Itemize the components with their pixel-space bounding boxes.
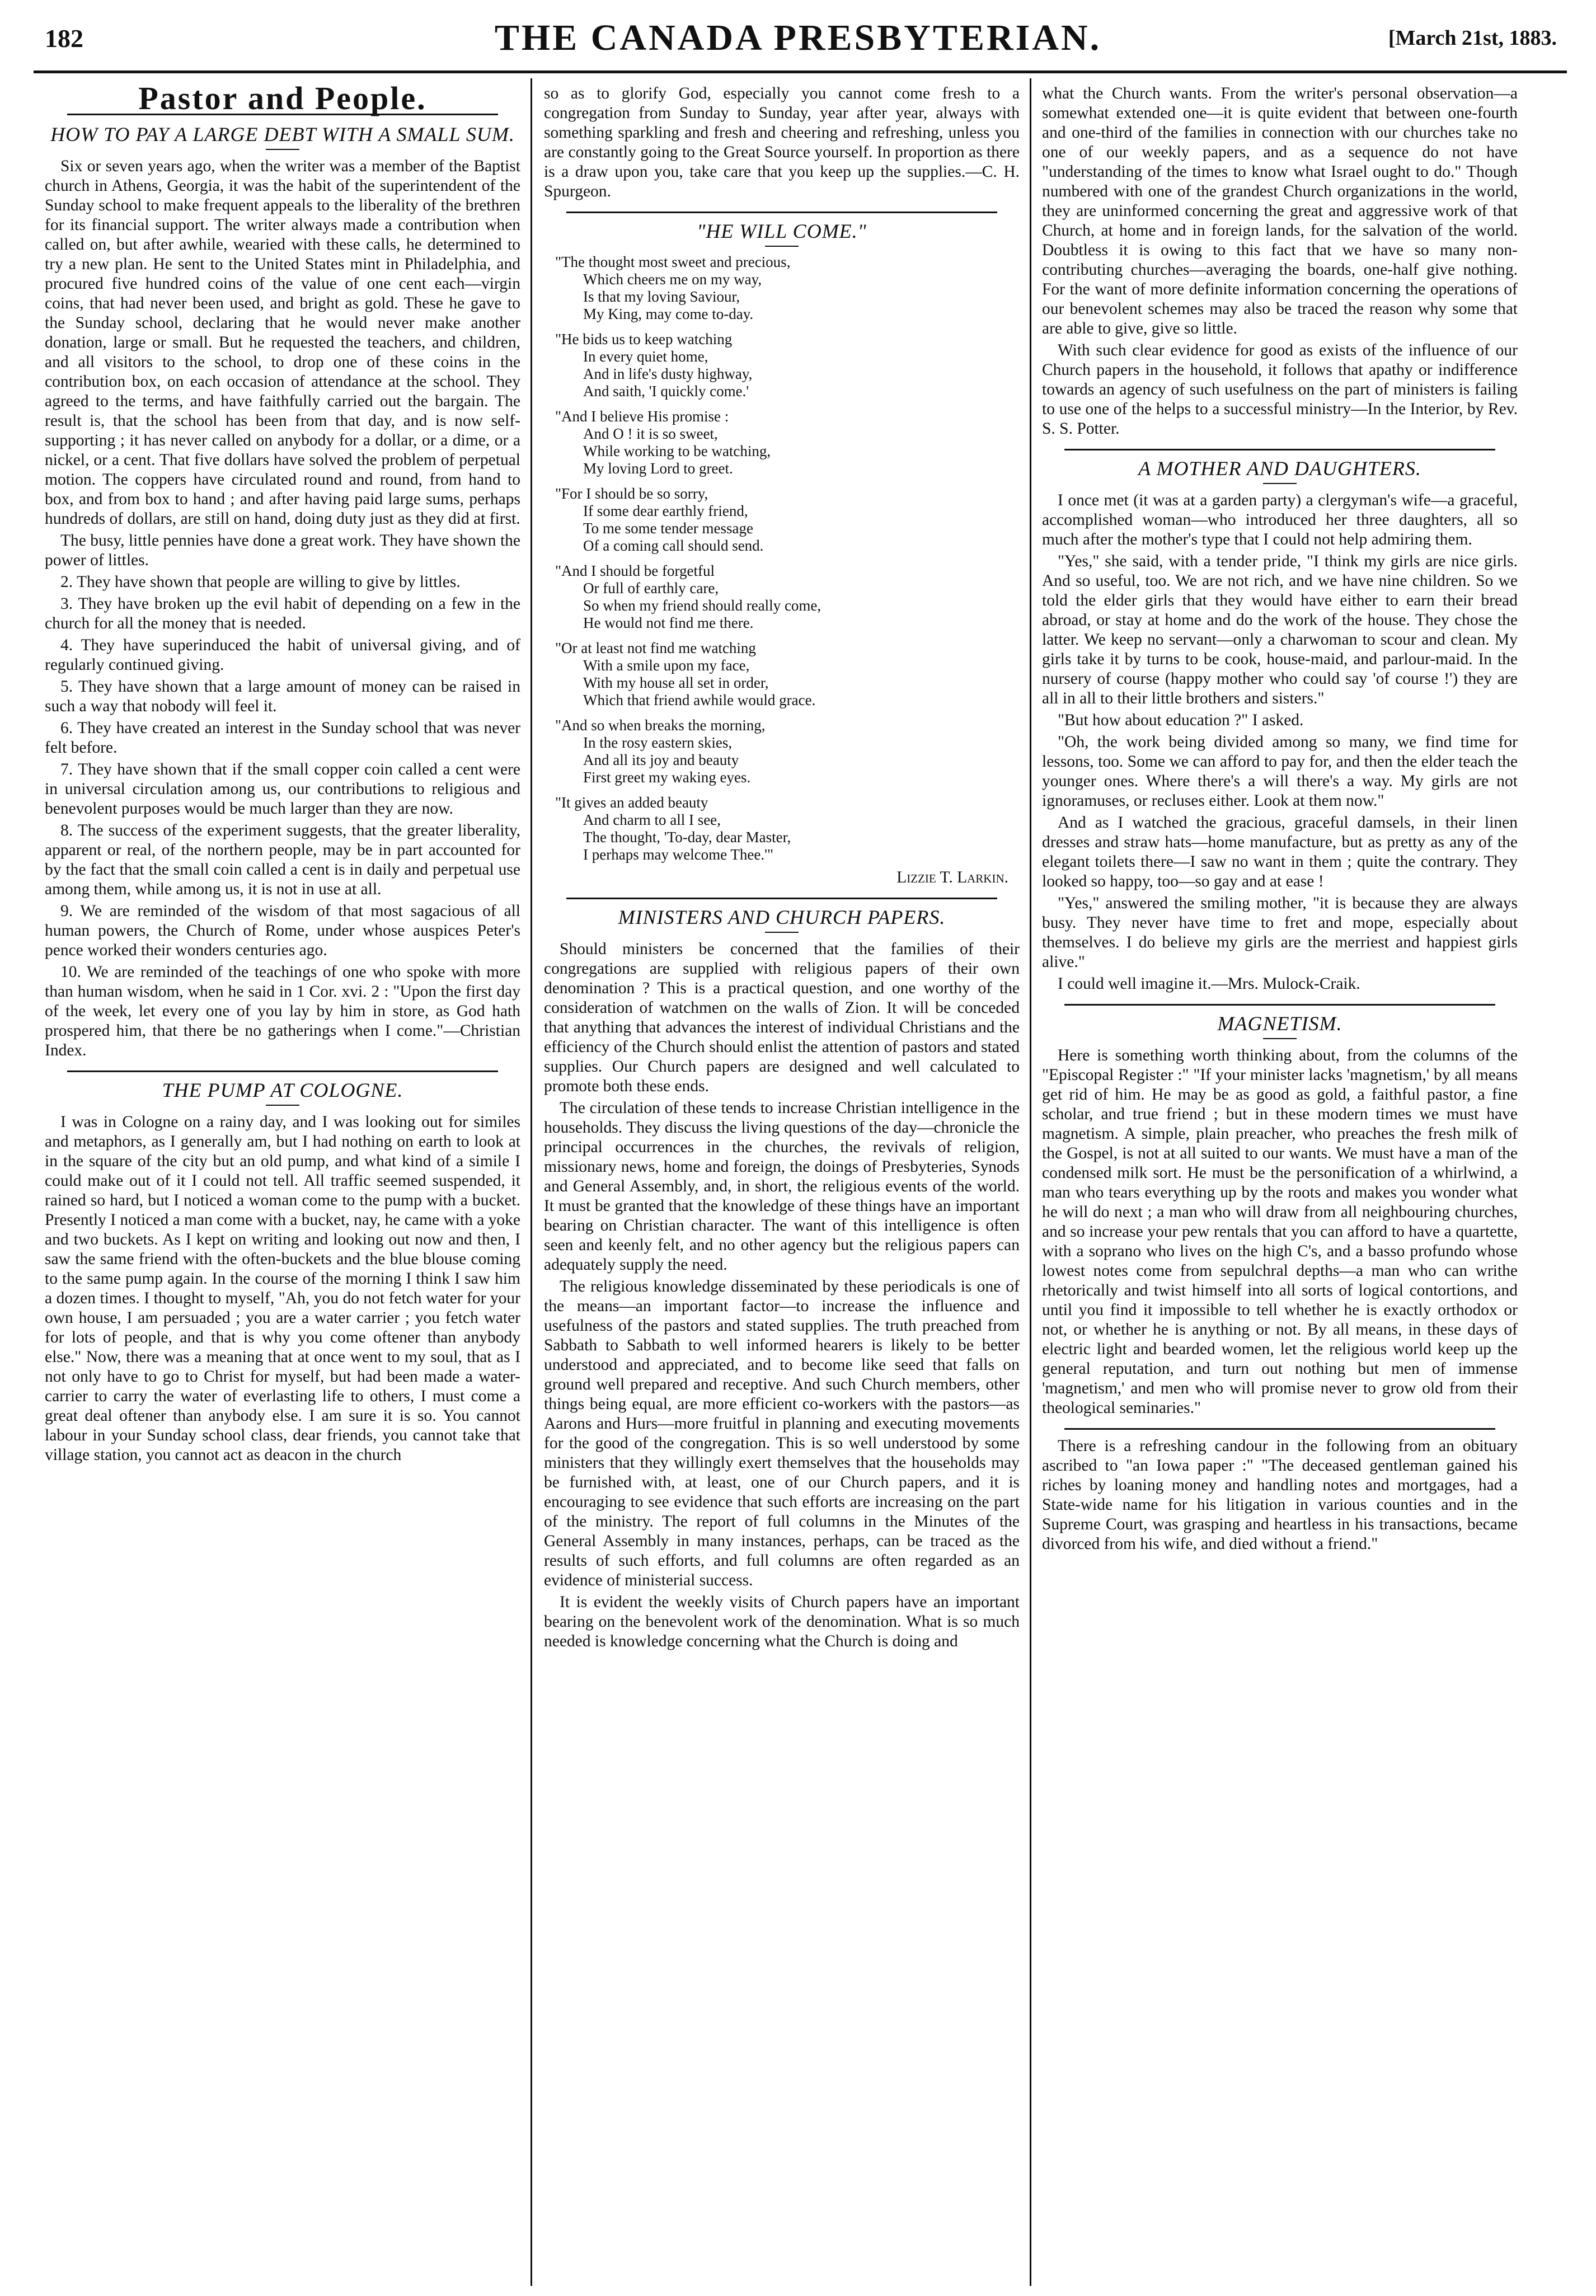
paragraph: The circulation of these tends to increase Christian intelligence in the households. They discuss the living questions of the day—chronicle the principal occurrences in the churches, the revivals of religion, missionary news, home and foreign, the doings of Presbyteries, Synods and General Assembly, and, in short, the religious events of the world. It must be granted that the knowledge of these things have an important bearing on Christian character. The want of this intelligence is often seen and keenly felt, and no other agency but the religious papers can adequately supply the need. xyxy=(544,1099,1020,1274)
paragraph: I once met (it was at a garden party) a clergyman's wife—a graceful, accomplished woman—who introduced her three daughters, all so much after the mother's type that I could not help admiring them. xyxy=(1042,491,1518,548)
poem-stanza xyxy=(555,485,1020,555)
poem-line: In the rosy eastern skies, xyxy=(583,734,733,751)
poem-line: "He bids us to keep watching xyxy=(555,331,733,348)
poem-stanza xyxy=(555,408,1020,477)
poem-line: And all its joy and beauty xyxy=(583,752,739,768)
poem xyxy=(544,253,1020,863)
poem-line: And in life's dusty highway, xyxy=(583,365,753,382)
title-rule xyxy=(765,932,799,933)
paragraph: Six or seven years ago, when the writer was a member of the Baptist church in Athens, Georgia, it was the habit of the superintendent of the Sunday school to make frequent appeals to the liberality of the brethren for its financial support. The writer always made a contribution when called on, but after awhile, wearied with these calls, he determined to try a new plan. He sent to the United States mint in Philadelphia, and procured five hundred coins of the value of one cent each—virgin coins, that had never been used, and bright as gold. These he gave to the Sunday school, declaring that he would never make another donation, large or small. But he requested the teachers, and children, and all visitors to the school, to drop one of these coins in the contribution box, on each occasion of attendance at the school. They agreed to the terms, and have faithfully carried out the bargain. The result is, that the school has been from that day, and is now self-supporting ; it has never called on anybody for a dollar, or a dime, or a nickel, or a cent. That five dollars have solved the problem of perpetual motion. The coppers have circulated round and round, from hand to box, and from box to hand ; and after having paid large sums, perhaps hundreds of dollars, are still on hand, doing duty just as they did at first. xyxy=(45,157,520,528)
title-rule xyxy=(266,149,299,150)
poem-line: While working to be watching, xyxy=(583,443,771,459)
paragraph: 6. They have created an interest in the Sunday school that was never felt before. xyxy=(45,719,520,757)
poem-line: "It gives an added beauty xyxy=(555,794,708,811)
article-body xyxy=(544,940,1020,1651)
paragraph: Should ministers be concerned that the families of their congregations are supplied with religious papers of their own denomination ? This is a practical question, and one worthy of the consideration of watchmen on the walls of Zion. It will be conceded that anything that advances the interest of individual Christians and the efficiency of the Church should enlist the attention of pastors and stated supplies. Our Church papers are designed and well calculated to promote both these ends. xyxy=(544,940,1020,1095)
paragraph: Here is something worth thinking about, from the columns of the "Episcopal Register :" "If your minister lacks 'magnetism,' by all means get rid of him. He may be as good as gold, a faithful pastor, a fine scholar, and true friend ; but in these modern times we must have magnetism. A simple, plain preacher, who preaches the fresh milk of the Gospel, is not at all suited to our wants. We must have a man of the condensed milk sort. He must be the personification of a whirlwind, a man who tears everything up by the roots and makes you wonder what he will do next ; a man who will draw from all neighbouring churches, and so increase your pew rentals that you can afford to have a quartette, with a soprano who lives on the high C's, and a basso profundo whose lowest notes come from sepulchral depths—a man who can writhe rhetorically and twist himself into all sorts of logical contortions, and until you find it impossible to tell whether he is exactly orthodox or not, or whether he is anything or not. By all means, in these days of electric light and bearded women, let the religious world keep up the general reputation, and turn out nothing but men of immense 'magnetism,' and men who will promise never to grow old from their theological seminaries." xyxy=(1042,1046,1518,1417)
continued-paragraph: so as to glorify God, especially you cannot come fresh to a congregation from Sunday to Sunday, year after year, always with something sparkling and fresh and cheering and refreshing, unless you are constantly going to the Great Source yourself. In proportion as there is a draw upon you, take care that you keep up the supplies.—C. H. Spurgeon. xyxy=(544,84,1020,200)
paragraph: I was in Cologne on a rainy day, and I was looking out for similes and metaphors, as I generally am, but I had nothing on earth to look at in the square of the city but an old pump, and what kind of a simile I could make out of it I could not tell. All traffic seemed suspended, it rained so hard, but I noticed a woman come to the pump with a bucket. Presently I noticed a man come with a bucket, nay, he came with a yoke and two buckets. As I kept on writing and looking out now and then, I saw the same friend with the often-buckets and the blue blouse coming to the same pump again. In the course of the morning I think I saw him a dozen times. I thought to myself, "Ah, you do not fetch water for your own house, I am persuaded ; you are a water carrier ; you fetch water for lots of people, and that is why you come oftener than anybody else." Now, there was a meaning that at once went to my soul, that as I not only have to go to Christ for myself, but had been made a water-carrier to carry the water of everlasting life to others, I must come a great deal oftener than anybody else. I am sure it is so. You cannot labour in your Sunday school class, dear friends, you cannot take that village station, you cannot act as deacon in the church xyxy=(45,1113,520,1464)
page-header xyxy=(22,0,1574,67)
paragraph: The busy, little pennies have done a great work. They have shown the power of littles. xyxy=(45,532,520,569)
article-body xyxy=(45,157,520,1060)
paragraph: "Yes," answered the smiling mother, "it is because they are always busy. They never have time to fret and mope, especially about themselves. I do believe my girls are the merriest and happiest girls alive." xyxy=(1042,894,1518,971)
paragraph: 10. We are reminded of the teachings of one who spoke with more than human wisdom, when he said in 1 Cor. xvi. 2 : "Upon the first day of the week, let every one of you lay by him in store, as God hath prospered him, that there be no gatherings when I come."—Christian Index. xyxy=(45,963,520,1059)
column-3 xyxy=(1042,84,1518,2283)
paragraph: With such clear evidence for good as exists of the influence of our Church papers in the household, it follows that apathy or indifference towards an agency of such usefulness on the part of ministers is failing to use one of the helps to a successful ministry—In the Interior, by Rev. S. S. Potter. xyxy=(1042,341,1518,438)
paragraph: "Yes," she said, with a tender pride, "I think my girls are nice girls. And so useful, too. We are not rich, and we have nine children. So we told the elder girls that they would have either to earn their bread abroad, or stay at home and do the work of the house. They chose the latter. We keep no servant—only a charwoman to scour and clean. My girls take it by turns to be cook, house-maid, and parlour-maid. In the nursery of course (happy mother who could say 'of course !') they are all in all to their little brothers and sisters." xyxy=(1042,552,1518,707)
column-2 xyxy=(544,84,1020,2283)
article-body xyxy=(1042,491,1518,994)
paragraph: There is a refreshing candour in the following from an obituary ascribed to "an Iowa paper :" "The deceased gentleman gained his riches by loaning money and handling notes and mortgages, had a State-wide name for his litigation in various counties and in the Supreme Court, was grasping and heartless in his transactions, became divorced from his wife, and died without a friend." xyxy=(1042,1437,1518,1553)
article-title: MAGNETISM. xyxy=(1217,1012,1342,1035)
poem-line: And charm to all I see, xyxy=(583,811,721,828)
poem-line: My loving Lord to greet. xyxy=(583,460,733,477)
paragraph: 3. They have broken up the evil habit of depending on a few in the church for all the money that is needed. xyxy=(45,595,520,632)
title-rule xyxy=(1263,1038,1297,1039)
poem-line: In every quiet home, xyxy=(583,348,708,365)
paragraph: I could well imagine it.—Mrs. Mulock-Craik. xyxy=(1058,975,1360,993)
paragraph: The religious knowledge disseminated by these periodicals is one of the means—an important factor—to increase the influence and usefulness of the pastors and stated supplies. The truth preached from Sabbath to Sabbath to well informed hearers is likely to be better understood and appreciated, and to become like seed that falls on ground well prepared and receptive. And such Church members, other things being equal, are more efficient co-workers with the pastors—as Aarons and Hurs—more fruitful in planning and executing movements for the good of the congregation. This is so well understood by some ministers that they willingly exert themselves that the households may be furnished with, at least, one of our Church papers, and it is encouraging to see evidence that such efforts are increasing on the part of the ministry. The report of full columns in the Minutes of the General Assembly in many instances, perhaps, can be traced as the results of such efforts, and full columns are often regarded as an evidence of ministerial success. xyxy=(544,1278,1020,1589)
article-body xyxy=(1042,1436,1518,1554)
poem-line: First greet my waking eyes. xyxy=(583,769,751,786)
poem-line: Which cheers me on my way, xyxy=(583,271,762,288)
poem-line: Of a coming call should send. xyxy=(583,537,764,554)
section-masthead: Pastor and People. xyxy=(138,84,427,116)
column-1 xyxy=(45,84,520,2283)
paragraph: 7. They have shown that if the small copper coin called a cent were in universal circulation among us, our contributions to religious and benevolent purposes would be much larger than they are now. xyxy=(45,760,520,818)
page-number: 182 xyxy=(45,24,83,53)
paragraph: It is evident the weekly visits of Church papers have an important bearing on the benevolent work of the denomination. What is so much needed is knowledge concerning what the Church is doing and xyxy=(544,1593,1020,1650)
poem-line: I perhaps may welcome Thee.'" xyxy=(583,846,774,863)
article-body xyxy=(45,1112,520,1465)
poem-stanza xyxy=(555,331,1020,400)
poem-line: And O ! it is so sweet, xyxy=(583,425,718,442)
poem-line: With a smile upon my face, xyxy=(583,657,750,674)
article-divider xyxy=(1064,1004,1495,1006)
article-title: MINISTERS AND CHURCH PAPERS. xyxy=(618,906,946,928)
continued-paragraph: what the Church wants. From the writer's personal observation—a somewhat extended one—it is quite evident that between one-fourth and one-third of the families in connection with our churches take no one of our weekly papers, and as a sequence do not have "understanding of the times to know what Israel ought to do." Though numbered with one of the grandest Church organizations in the world, they are uninformed concerning the great and aggressive work of that Church, at home and in foreign lands, for the salvation of the world. Doubtless it is owing to this fact that we have so many non-contributing churches—averaging the boards, one-half give nothing. For the want of more definite information concerning the operations of our benevolent schemes may also be traced the reason why some that are able to give, give so little. xyxy=(1042,84,1518,337)
poem-stanza xyxy=(555,562,1020,632)
paragraph: 8. The success of the experiment suggests, that the greater liberality, apparent or real, of the northern people, may be in part accounted for by the fact that the small coin called a cent is in daily and perpetual use among them, while among us, it is not in use at all. xyxy=(45,821,520,898)
article-divider xyxy=(67,1070,498,1072)
article-title: THE PUMP AT COLOGNE. xyxy=(162,1079,403,1101)
poem-title: "HE WILL COME." xyxy=(697,220,867,242)
article-divider xyxy=(1064,1428,1495,1430)
poem-stanza xyxy=(555,253,1020,323)
poem-line: "And I believe His promise : xyxy=(555,408,729,425)
article-divider xyxy=(566,212,997,213)
poem-line: And saith, 'I quickly come.' xyxy=(583,383,749,400)
column-divider xyxy=(531,78,532,2286)
poem-line: "Or at least not find me watching xyxy=(555,640,756,656)
poem-line: To me some tender message xyxy=(583,520,754,537)
poem-line: So when my friend should really come, xyxy=(583,597,822,614)
poem-stanza xyxy=(555,640,1020,709)
poem-stanza xyxy=(555,794,1020,863)
paragraph: "But how about education ?" I asked. xyxy=(1058,711,1304,729)
article-divider xyxy=(1064,449,1495,450)
poem-line: He would not find me there. xyxy=(583,614,754,631)
poem-line: Is that my loving Saviour, xyxy=(583,288,740,305)
paragraph: 5. They have shown that a large amount of money can be raised in such a way that nobody will feel it. xyxy=(45,678,520,715)
article-title: HOW TO PAY A LARGE DEBT WITH A SMALL SUM. xyxy=(50,123,515,145)
poem-author: Lizzie T. Larkin. xyxy=(896,868,1008,886)
title-rule xyxy=(266,1105,299,1106)
article-body xyxy=(1042,1046,1518,1418)
column-divider xyxy=(1030,78,1031,2286)
paragraph: 4. They have superinduced the habit of universal giving, and of regularly continued giving. xyxy=(45,636,520,674)
poem-line: Or full of earthly care, xyxy=(583,580,719,597)
poem-line: With my house all set in order, xyxy=(583,674,769,691)
title-rule xyxy=(1263,483,1297,484)
article-divider xyxy=(566,898,997,899)
paragraph: 2. They have shown that people are willing to give by littles. xyxy=(60,573,461,591)
header-rule xyxy=(34,71,1567,73)
issue-date: [March 21st, 1883. xyxy=(1388,26,1557,50)
poem-line: My King, may come to-day. xyxy=(583,306,754,322)
newspaper-title: THE CANADA PRESBYTERIAN. xyxy=(494,17,1102,58)
paragraph: And as I watched the gracious, graceful damsels, in their linen dresses and straw hats—home manufacture, but as pretty as any of the elegant toilets there—I saw no want in them ; quite the contrary. They looked so happy, too—so gay and at ease ! xyxy=(1042,814,1518,890)
poem-line: "And so when breaks the morning, xyxy=(555,717,766,734)
paragraph: "Oh, the work being divided among so many, we find time for lessons, too. Some we can afford to pay for, and then the elder teach the younger ones. Where there's a will there's a way. My girls are not ignoramuses, or recluses either. Look at them now." xyxy=(1042,733,1518,810)
poem-stanza xyxy=(555,717,1020,786)
poem-line: If some dear earthly friend, xyxy=(583,503,748,519)
poem-line: Which that friend awhile would grace. xyxy=(583,692,816,708)
poem-line: "And I should be forgetful xyxy=(555,562,715,579)
poem-line: "The thought most sweet and precious, xyxy=(555,253,791,270)
paragraph: 9. We are reminded of the wisdom of that most sagacious of all human powers, the Church of Rome, under whose auspices Peter's pence worked their wonders centuries ago. xyxy=(45,902,520,959)
article-title: A MOTHER AND DAUGHTERS. xyxy=(1138,457,1421,480)
poem-line: "For I should be so sorry, xyxy=(555,485,708,502)
title-rule xyxy=(765,246,799,247)
poem-line: The thought, 'To-day, dear Master, xyxy=(583,829,791,846)
